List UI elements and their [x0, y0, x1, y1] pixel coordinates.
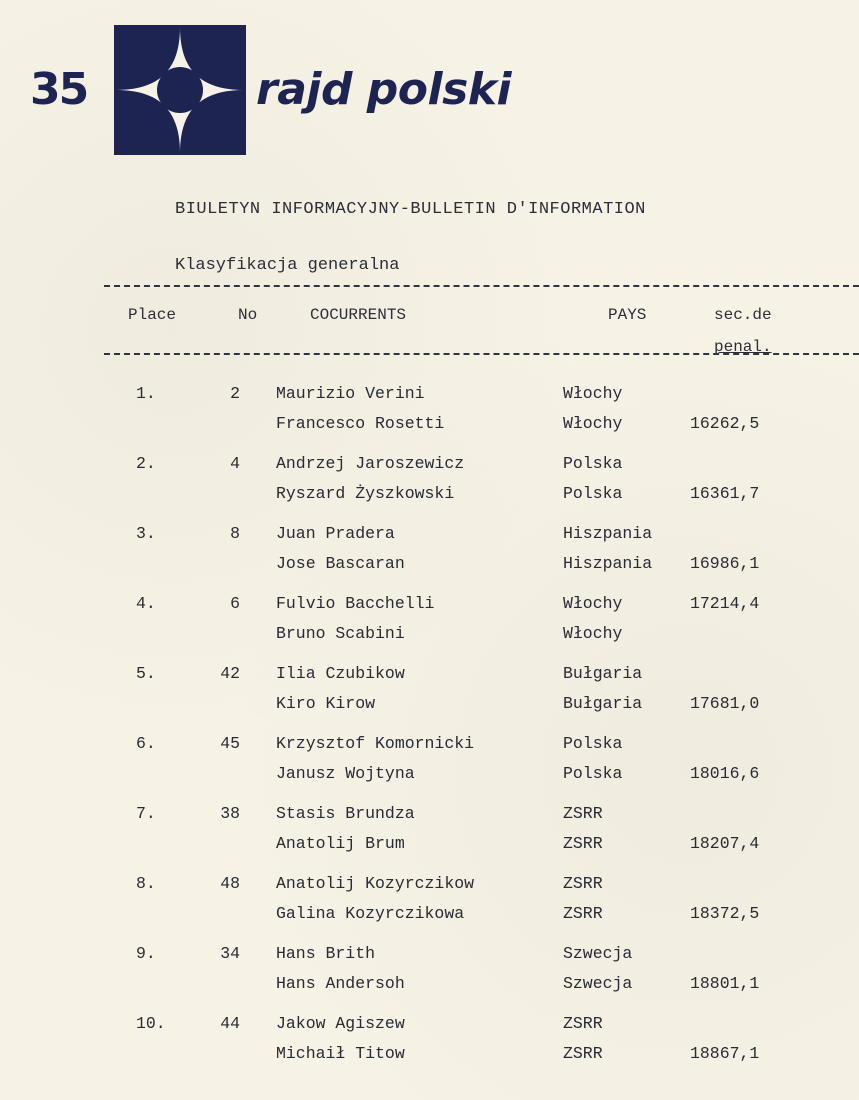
- driver-name: Krzysztof Komornicki: [276, 734, 475, 753]
- result-entry: [0, 730, 859, 800]
- rally-logo-icon: [114, 25, 246, 155]
- co-driver-name: Francesco Rosetti: [276, 414, 445, 433]
- classification-title: Klasyfikacja generalna: [175, 256, 400, 275]
- driver-country: Szwecja: [563, 944, 633, 963]
- driver-country: ZSRR: [563, 804, 603, 823]
- car-number-cell: 6: [230, 594, 240, 613]
- number-column-header: No: [238, 306, 258, 324]
- co-driver-name: Galina Kozyrczikowa: [276, 904, 465, 923]
- penalty-column-header: sec.de: [714, 306, 772, 324]
- co-driver-name: Ryszard Żyszkowski: [276, 484, 455, 503]
- driver-country: Polska: [563, 454, 623, 473]
- result-entry: [0, 800, 859, 870]
- penalty-value-line2: 16361,7: [690, 484, 760, 503]
- penalty-value-line2: 16986,1: [690, 554, 760, 573]
- result-entry: [0, 660, 859, 730]
- driver-country: ZSRR: [563, 1014, 603, 1033]
- driver-country: Polska: [563, 734, 623, 753]
- penalty-value-line2: 18801,1: [690, 974, 760, 993]
- driver-name: Juan Pradera: [276, 524, 395, 543]
- co-driver-country: Hiszpania: [563, 554, 653, 573]
- penalty-value-line2: 18207,4: [690, 834, 760, 853]
- car-number-cell: 48: [220, 874, 240, 893]
- place-cell: 3.: [136, 524, 156, 543]
- penalty-value-line2: 18372,5: [690, 904, 760, 923]
- penalty-value-line1: 17214,4: [690, 594, 760, 613]
- competitors-column-header: COCURRENTS: [310, 306, 407, 324]
- car-number-cell: 44: [220, 1014, 240, 1033]
- co-driver-country: ZSRR: [563, 1044, 603, 1063]
- co-driver-country: Polska: [563, 764, 623, 783]
- co-driver-country: ZSRR: [563, 904, 603, 923]
- penalty-column-header-second-line: penal.: [714, 338, 772, 356]
- driver-country: Hiszpania: [563, 524, 653, 543]
- driver-country: Bułgaria: [563, 664, 643, 683]
- co-driver-name: Janusz Wojtyna: [276, 764, 415, 783]
- place-cell: 2.: [136, 454, 156, 473]
- result-entry: [0, 940, 859, 1010]
- co-driver-country: ZSRR: [563, 834, 603, 853]
- classification-table: [0, 380, 859, 1080]
- driver-name: Ilia Czubikow: [276, 664, 405, 683]
- co-driver-name: Kiro Kirow: [276, 694, 376, 713]
- place-cell: 7.: [136, 804, 156, 823]
- place-cell: 6.: [136, 734, 156, 753]
- driver-name: Hans Brith: [276, 944, 376, 963]
- result-entry: [0, 870, 859, 940]
- car-number-cell: 45: [220, 734, 240, 753]
- place-cell: 9.: [136, 944, 156, 963]
- co-driver-country: Włochy: [563, 624, 623, 643]
- co-driver-name: Anatolij Brum: [276, 834, 405, 853]
- driver-name: Stasis Brundza: [276, 804, 415, 823]
- driver-name: Anatolij Kozyrczikow: [276, 874, 475, 893]
- place-cell: 1.: [136, 384, 156, 403]
- driver-name: Jakow Agiszew: [276, 1014, 405, 1033]
- car-number-cell: 34: [220, 944, 240, 963]
- event-name: rajd polski: [256, 64, 512, 115]
- co-driver-name: Jose Bascaran: [276, 554, 405, 573]
- car-number-cell: 4: [230, 454, 240, 473]
- result-entry: [0, 1010, 859, 1080]
- co-driver-name: Bruno Scabini: [276, 624, 405, 643]
- car-number-cell: 38: [220, 804, 240, 823]
- result-entry: [0, 590, 859, 660]
- place-cell: 10.: [136, 1014, 166, 1033]
- car-number-cell: 8: [230, 524, 240, 543]
- co-driver-country: Polska: [563, 484, 623, 503]
- driver-name: Andrzej Jaroszewicz: [276, 454, 465, 473]
- car-number-cell: 42: [220, 664, 240, 683]
- penalty-value-line2: 18016,6: [690, 764, 760, 783]
- event-number: 35: [30, 64, 88, 115]
- co-driver-name: Michaił Titow: [276, 1044, 405, 1063]
- place-cell: 5.: [136, 664, 156, 683]
- co-driver-country: Włochy: [563, 414, 623, 433]
- country-column-header: PAYS: [608, 306, 647, 324]
- driver-country: Włochy: [563, 384, 623, 403]
- co-driver-name: Hans Andersoh: [276, 974, 405, 993]
- driver-name: Maurizio Verini: [276, 384, 425, 403]
- result-entry: [0, 450, 859, 520]
- place-column-header: Place: [128, 306, 177, 324]
- penalty-value-line2: 16262,5: [690, 414, 760, 433]
- driver-country: Włochy: [563, 594, 623, 613]
- co-driver-country: Bułgaria: [563, 694, 643, 713]
- result-entry: [0, 380, 859, 450]
- bulletin-title: BIULETYN INFORMACYJNY-BULLETIN D'INFORMATION: [175, 200, 646, 219]
- driver-name: Fulvio Bacchelli: [276, 594, 435, 613]
- driver-country: ZSRR: [563, 874, 603, 893]
- co-driver-country: Szwecja: [563, 974, 633, 993]
- penalty-value-line2: 18867,1: [690, 1044, 760, 1063]
- place-cell: 8.: [136, 874, 156, 893]
- result-entry: [0, 520, 859, 590]
- car-number-cell: 2: [230, 384, 240, 403]
- table-top-rule: [104, 285, 859, 287]
- penalty-value-line2: 17681,0: [690, 694, 760, 713]
- table-header-rule: [104, 353, 859, 355]
- place-cell: 4.: [136, 594, 156, 613]
